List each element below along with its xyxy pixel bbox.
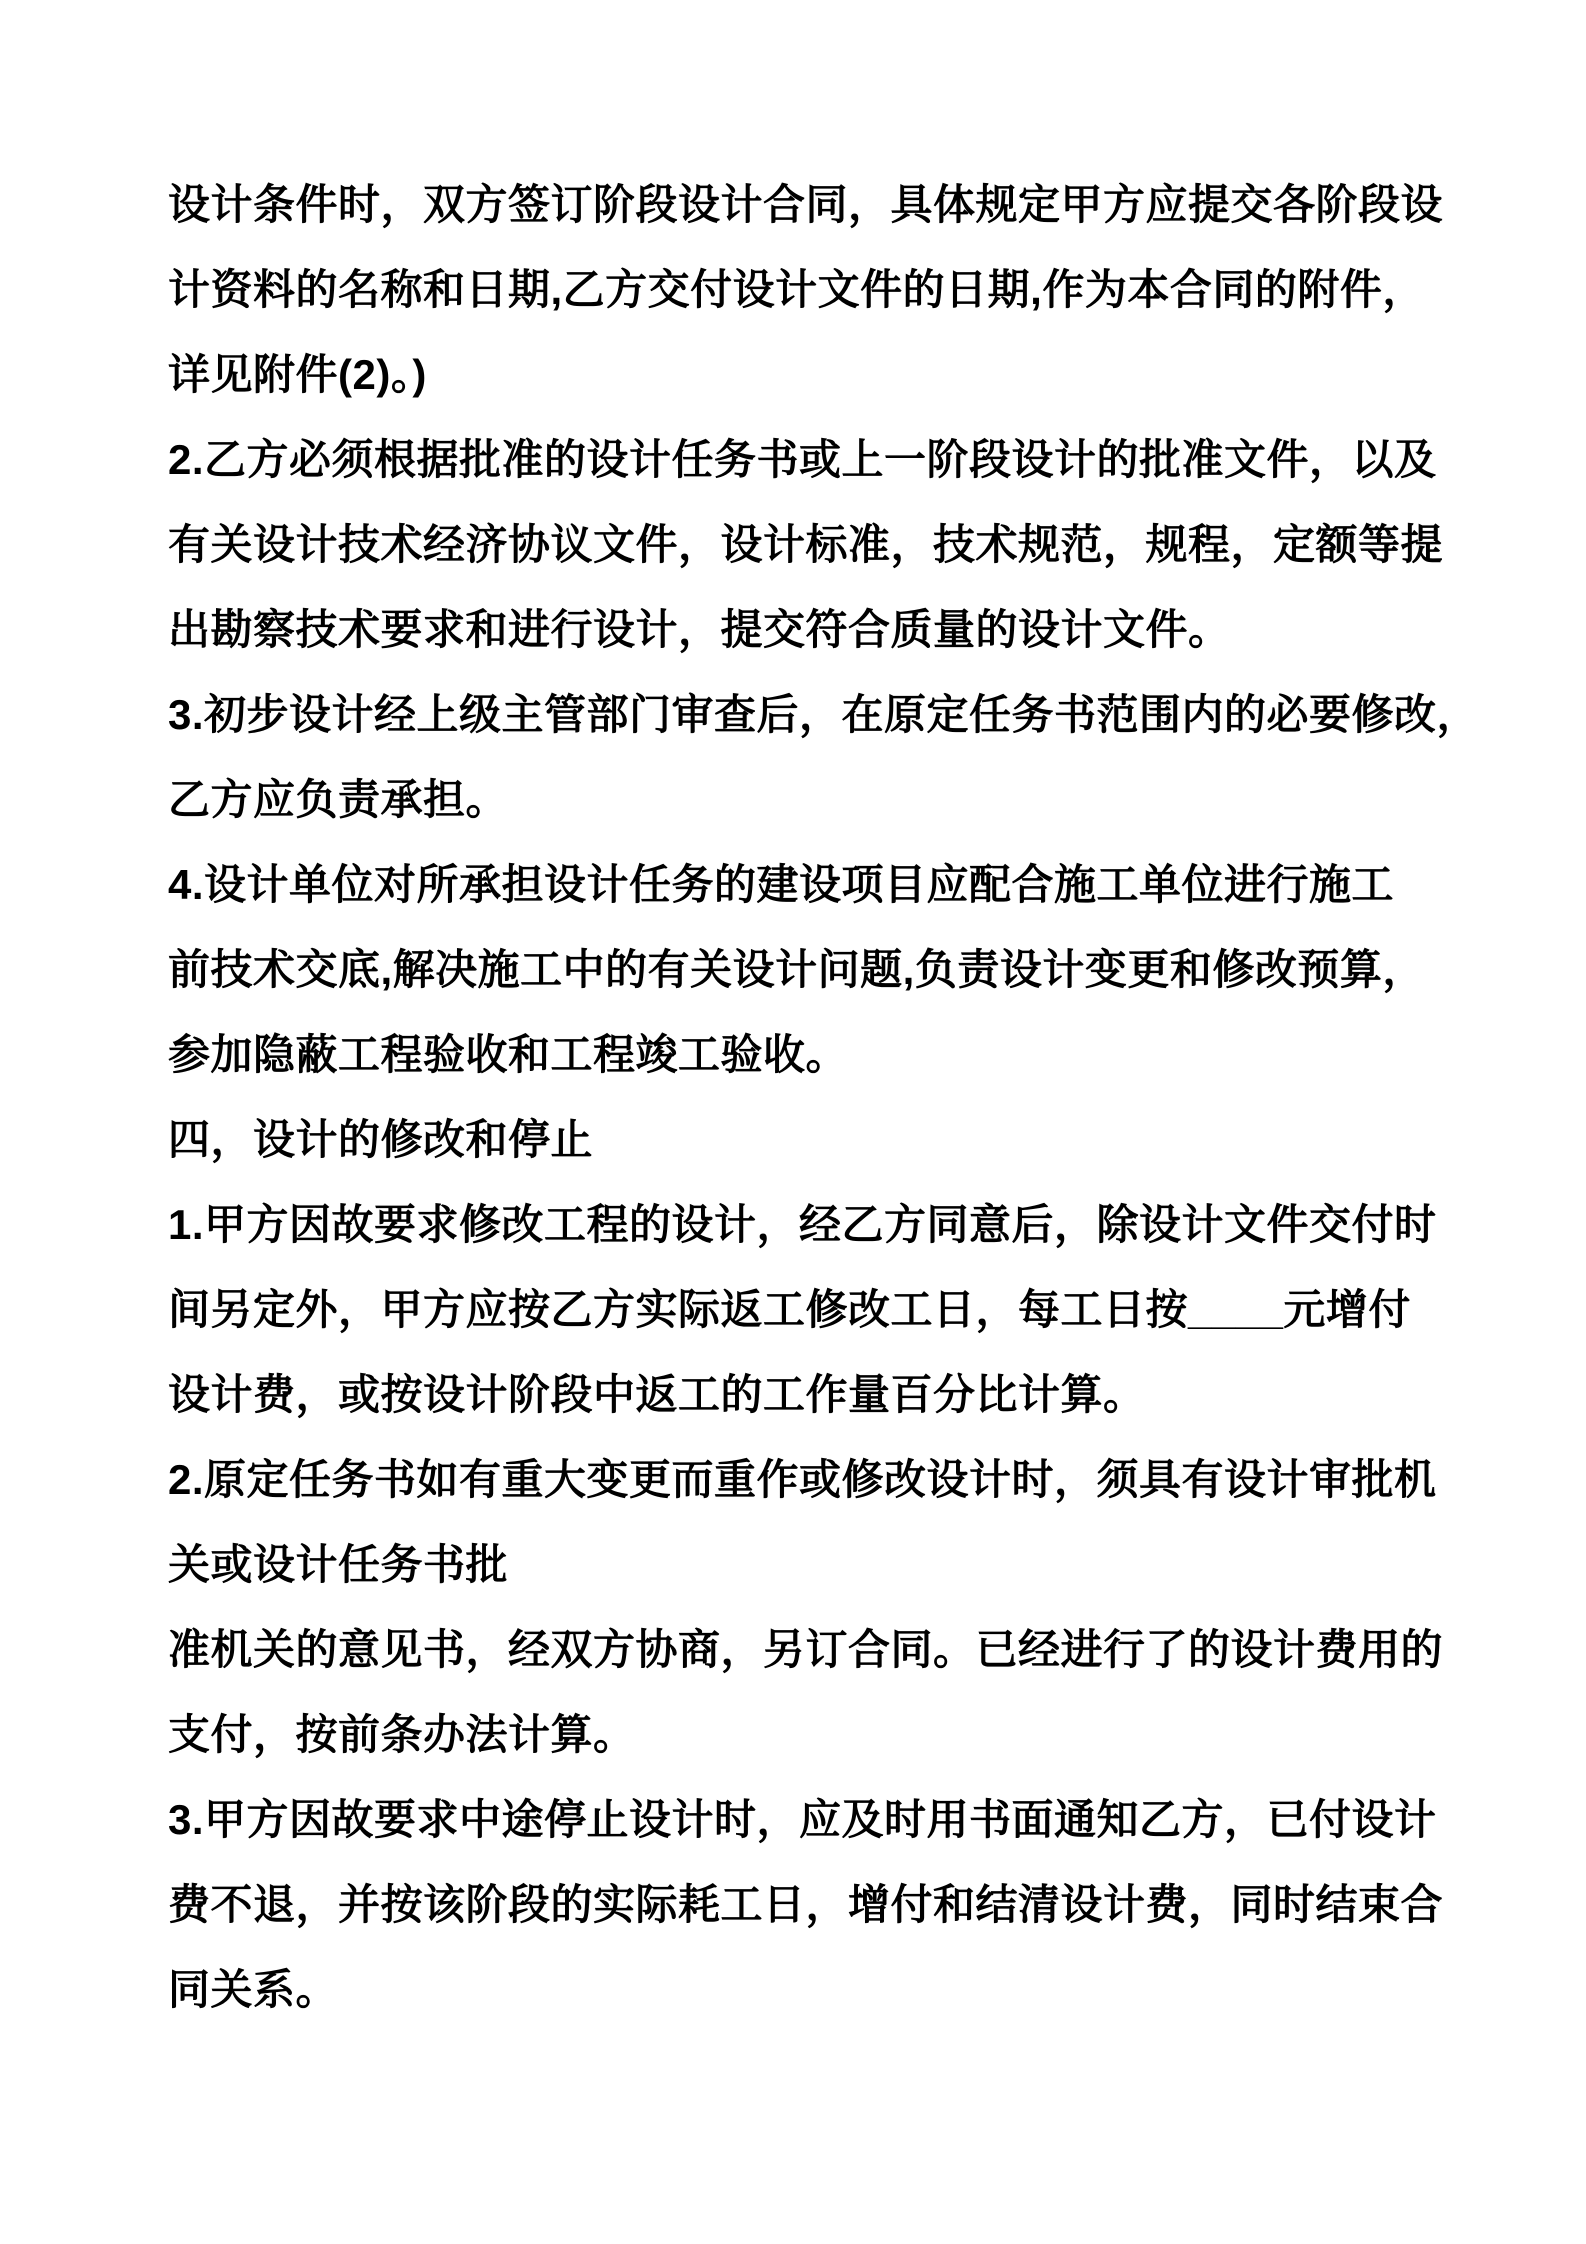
document-line: 出勘察技术要求和进行设计，提交符合质量的设计文件。 xyxy=(168,606,1231,653)
document-line: 支付，按前条办法计算。 xyxy=(168,1711,636,1758)
document-line: 准机关的意见书，经双方协商，另订合同。已经进行了的设计费用的 xyxy=(168,1626,1444,1673)
document-line: 设计费，或按设计阶段中返工的工作量百分比计算。 xyxy=(168,1371,1146,1418)
document-line: 关或设计任务书批 xyxy=(168,1541,509,1588)
document-line-clause-1: 1.甲方因故要求修改工程的设计，经乙方同意后，除设计文件交付时 xyxy=(168,1201,1437,1248)
document-line-with-blank-field: 间另定外，甲方应按乙方实际返工修改工日，每工日按____元增付 xyxy=(168,1286,1411,1333)
document-line-clause-2: 2.乙方必须根据批准的设计任务书或上一阶段设计的批准文件，以及 xyxy=(168,436,1437,483)
document-line: 详见附件(2)。) xyxy=(168,351,427,398)
contract-text-block xyxy=(168,162,1480,2032)
document-line: 乙方应负责承担。 xyxy=(168,776,509,823)
document-line-clause-2: 2.原定任务书如有重大变更而重作或修改设计时，须具有设计审批机 xyxy=(168,1456,1437,1503)
document-line: 有关设计技术经济协议文件，设计标准，技术规范，规程，定额等提 xyxy=(168,521,1444,568)
document-line: 费不退，并按该阶段的实际耗工日，增付和结清设计费，同时结束合 xyxy=(168,1881,1444,1928)
document-line: 计资料的名称和日期,乙方交付设计文件的日期,作为本合同的附件， xyxy=(168,266,1425,313)
document-line: 设计条件时，双方签订阶段设计合同，具体规定甲方应提交各阶段设 xyxy=(168,181,1444,228)
document-line: 同关系。 xyxy=(168,1966,339,2013)
section-heading: 四，设计的修改和停止 xyxy=(168,1116,594,1163)
document-line: 前技术交底,解决施工中的有关设计问题,负责设计变更和修改预算， xyxy=(168,946,1425,993)
document-line-clause-3: 3.甲方因故要求中途停止设计时，应及时用书面通知乙方，已付设计 xyxy=(168,1796,1437,1843)
document-line-clause-3: 3.初步设计经上级主管部门审查后，在原定任务书范围内的必要修改， xyxy=(168,691,1480,738)
document-line-clause-4: 4.设计单位对所承担设计任务的建设项目应配合施工单位进行施工 xyxy=(168,861,1395,908)
document-line: 参加隐蔽工程验收和工程竣工验收。 xyxy=(168,1031,849,1078)
